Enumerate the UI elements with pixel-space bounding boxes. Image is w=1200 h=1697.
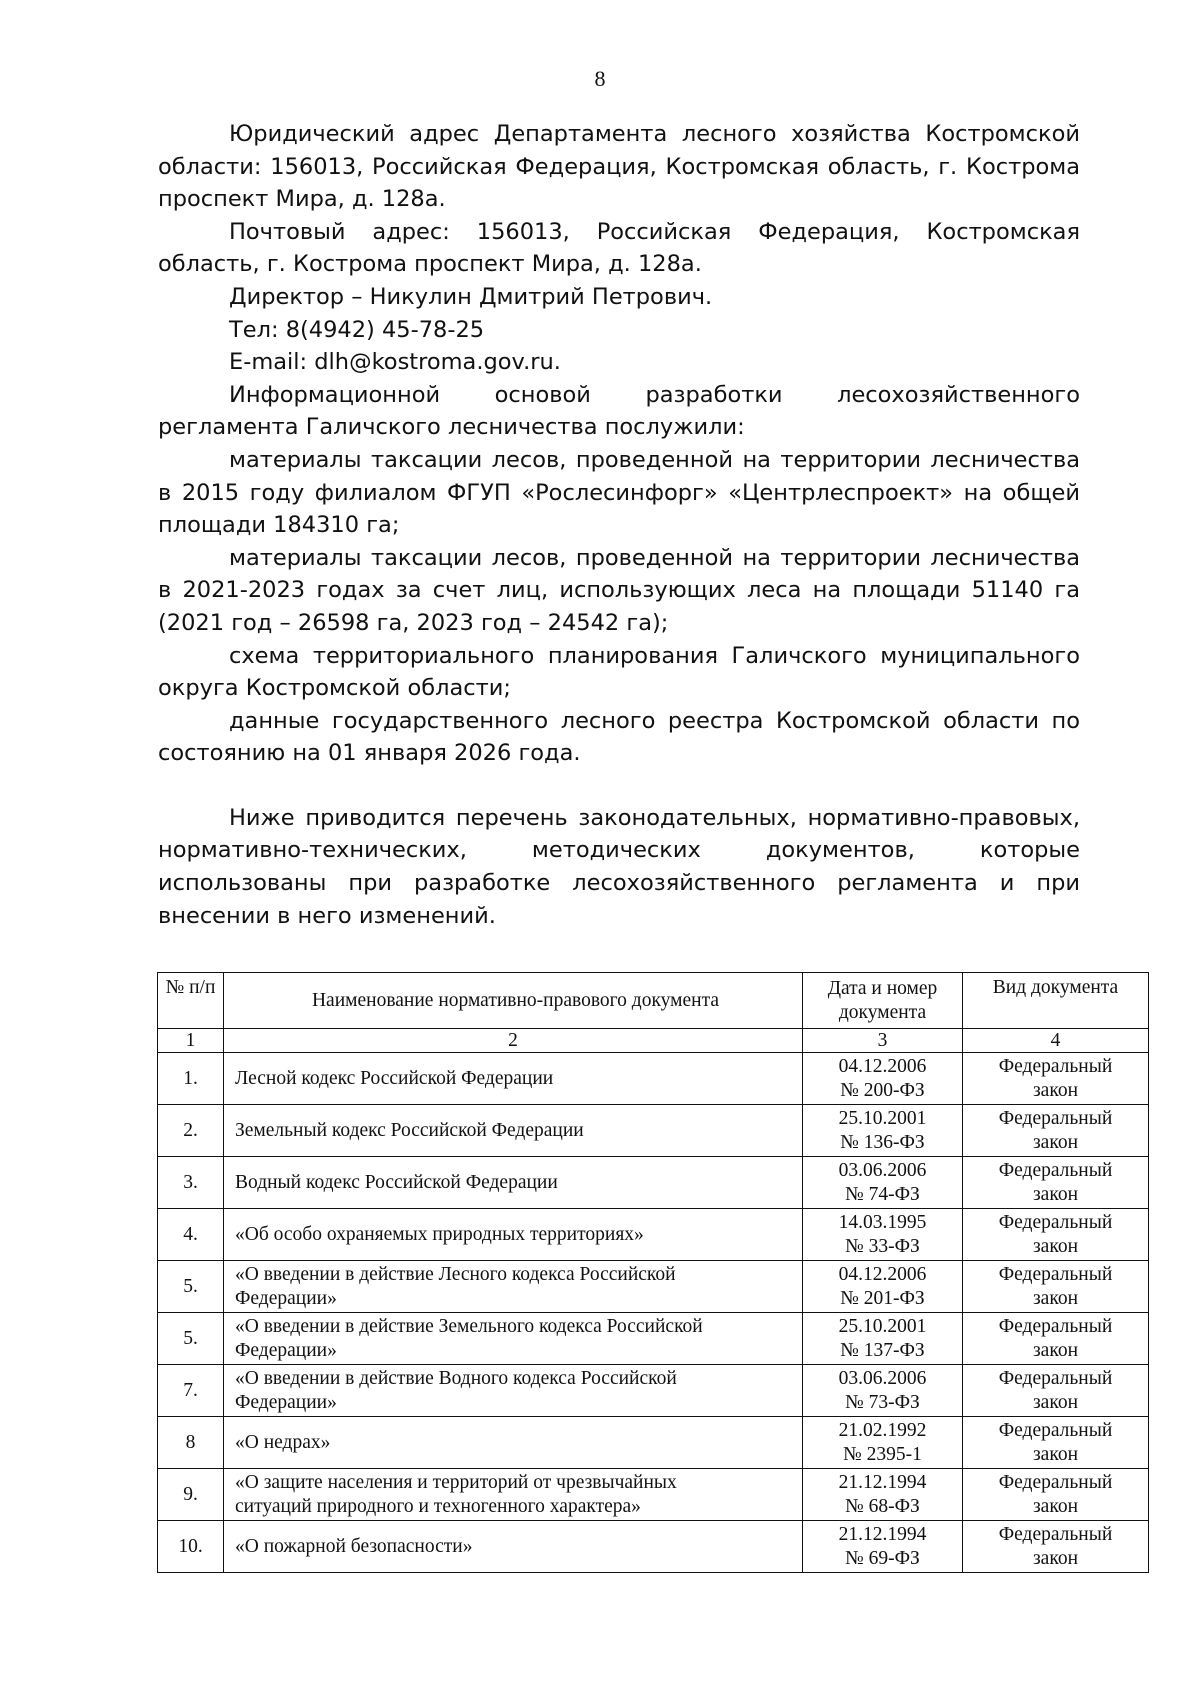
table-row <box>158 1521 1149 1573</box>
document-kind-line: Федеральный <box>998 1055 1113 1077</box>
row-number <box>158 1157 224 1209</box>
row-number <box>158 1469 224 1521</box>
document-date-number <box>803 1209 963 1261</box>
row-number <box>158 1261 224 1313</box>
column-number: 2 <box>224 1029 803 1053</box>
document-kind-line: закон <box>1032 1391 1079 1413</box>
document-kind <box>963 1521 1149 1573</box>
document-kind-line: закон <box>1032 1339 1079 1361</box>
document-kind <box>963 1157 1149 1209</box>
document-name-line: «О защите населения и территорий от чрезвычайных <box>235 1471 677 1493</box>
document-name <box>224 1417 803 1469</box>
header-date-line1: Дата и номер <box>827 977 938 999</box>
document-kind <box>963 1261 1149 1313</box>
document-name <box>224 1469 803 1521</box>
row-number-line: 7. <box>183 1379 198 1401</box>
document-name <box>224 1053 803 1105</box>
document-date-number-line: 21.12.1994 <box>838 1471 927 1493</box>
document-kind-line: закон <box>1032 1235 1079 1257</box>
document-date-number <box>803 1053 963 1105</box>
table-column-numbers-row <box>158 1029 1149 1053</box>
column-number: 1 <box>158 1029 224 1053</box>
document-name-line: Федерации» <box>235 1339 337 1361</box>
document-kind-line: Федеральный <box>998 1211 1113 1233</box>
document-name <box>224 1105 803 1157</box>
document-date-number <box>803 1469 963 1521</box>
body-text <box>158 118 1080 932</box>
document-date-number <box>803 1105 963 1157</box>
document-date-number <box>803 1521 963 1573</box>
document-kind-line: закон <box>1032 1079 1079 1101</box>
document-date-number-line: 21.02.1992 <box>838 1419 927 1441</box>
document-name-line: «О пожарной безопасности» <box>235 1535 473 1557</box>
row-number-line: 4. <box>183 1223 198 1245</box>
paragraph-director: Директор – Никулин Дмитрий Петрович. <box>229 283 713 310</box>
document-name-line: «О введении в действие Водного кодекса Российской <box>235 1367 677 1389</box>
table-row <box>158 1209 1149 1261</box>
table-row <box>158 1157 1149 1209</box>
document-kind-line: Федеральный <box>998 1523 1113 1545</box>
header-num: № п/п <box>158 973 224 1029</box>
document-date-number-line: № 2395-1 <box>843 1443 922 1465</box>
header-name: Наименование нормативно-правового документа <box>224 973 803 1029</box>
row-number-line: 9. <box>183 1483 198 1505</box>
paragraph-taxation-2015: материалы таксации лесов, проведенной на территории лесничества в 2015 году филиалом ФГУП «Рослесинфорг» «Центрлеспроект» на общей площади 184310 га; <box>158 446 1080 539</box>
document-name-line: Водный кодекс Российской Федерации <box>235 1171 558 1193</box>
row-number <box>158 1105 224 1157</box>
paragraph-phone: Тел: 8(4942) 45-78-25 <box>229 316 485 343</box>
row-number <box>158 1053 224 1105</box>
document-date-number <box>803 1261 963 1313</box>
row-number <box>158 1417 224 1469</box>
paragraph-planning-scheme: схема территориального планирования Галичского муниципального округа Костромской области; <box>158 642 1080 702</box>
document-kind-line: Федеральный <box>998 1367 1113 1389</box>
document-date-number-line: 04.12.2006 <box>838 1263 927 1285</box>
table-row <box>158 1313 1149 1365</box>
document-date-number-line: 03.06.2006 <box>838 1159 927 1181</box>
header-date <box>803 973 963 1029</box>
page-number: 8 <box>594 66 606 91</box>
row-number <box>158 1521 224 1573</box>
row-number-line: 5. <box>183 1275 198 1297</box>
document-date-number <box>803 1157 963 1209</box>
document-name-line: ситуаций природного и техногенного характера» <box>235 1495 641 1517</box>
document-kind-line: закон <box>1032 1443 1079 1465</box>
document-kind-line: Федеральный <box>998 1159 1113 1181</box>
document-date-number-line: 21.12.1994 <box>838 1523 927 1545</box>
document-date-number-line: 25.10.2001 <box>838 1107 927 1129</box>
table-row <box>158 1261 1149 1313</box>
document-kind <box>963 1365 1149 1417</box>
document-date-number <box>803 1365 963 1417</box>
paragraph-intro-list: Ниже приводится перечень законодательных, нормативно-правовых, нормативно-технических, методических документов, которые использованы при разработке лесохозяйственного регламента и при внесении в него изменений. <box>158 804 1080 929</box>
paragraph-taxation-2021: материалы таксации лесов, проведенной на территории лесничества в 2021-2023 годах за счет лиц, использующих леса на площади 51140 га (2021 год – 26598 га, 2023 год – 24542 га); <box>158 544 1080 636</box>
document-date-number-line: № 137-ФЗ <box>840 1339 925 1361</box>
paragraph-postal-address: Почтовый адрес: 156013, Российская Федерация, Костромская область, г. Кострома проспект Мира, д. 128а. <box>158 218 1080 278</box>
header-kind: Вид документа <box>963 973 1149 1029</box>
document-kind <box>963 1209 1149 1261</box>
document-date-number <box>803 1417 963 1469</box>
document-kind <box>963 1469 1149 1521</box>
row-number-line: 3. <box>183 1171 198 1193</box>
document-name-line: Лесной кодекс Российской Федерации <box>235 1067 554 1089</box>
document-date-number-line: № 136-ФЗ <box>840 1131 925 1153</box>
row-number <box>158 1313 224 1365</box>
row-number-line: 8 <box>185 1431 196 1453</box>
row-number-line: 5. <box>183 1327 198 1349</box>
row-number <box>158 1209 224 1261</box>
document-date-number-line: № 200-ФЗ <box>840 1079 925 1101</box>
document-date-number-line: № 74-ФЗ <box>845 1183 920 1205</box>
document-name-line: Федерации» <box>235 1287 337 1309</box>
document-kind <box>963 1105 1149 1157</box>
document-kind <box>963 1313 1149 1365</box>
row-number-line: 1. <box>183 1067 198 1089</box>
paragraph-email: E-mail: dlh@kostroma.gov.ru. <box>229 349 561 376</box>
table-row <box>158 1365 1149 1417</box>
document-name <box>224 1157 803 1209</box>
table-row <box>158 1417 1149 1469</box>
document-name-line: «О недрах» <box>235 1431 331 1453</box>
document-kind-line: закон <box>1032 1131 1079 1153</box>
document-name-line: Земельный кодекс Российской Федерации <box>235 1119 584 1141</box>
table-row <box>158 1469 1149 1521</box>
document-date-number-line: № 69-ФЗ <box>845 1547 920 1569</box>
document-date-number-line: № 201-ФЗ <box>840 1287 925 1309</box>
paragraph-forest-registry: данные государственного лесного реестра Костромской области по состоянию на 01 января 2026 года. <box>158 707 1080 767</box>
table-header-row <box>158 973 1149 1029</box>
document-name <box>224 1313 803 1365</box>
document-kind-line: Федеральный <box>998 1315 1113 1337</box>
document-name-line: Федерации» <box>235 1391 337 1413</box>
document-kind-line: закон <box>1032 1287 1079 1309</box>
paragraph-info-basis: Информационной основой разработки лесохозяйственного регламента Галичского лесничества послужили: <box>158 381 1080 441</box>
table-row <box>158 1053 1149 1105</box>
document-name-line: «Об особо охраняемых природных территориях» <box>235 1223 644 1245</box>
document-date-number-line: 03.06.2006 <box>838 1367 927 1389</box>
document-date-number-line: 14.03.1995 <box>838 1211 927 1233</box>
document-kind-line: Федеральный <box>998 1263 1113 1285</box>
document-name <box>224 1365 803 1417</box>
document-name <box>224 1209 803 1261</box>
column-number: 3 <box>803 1029 963 1053</box>
document-kind-line: Федеральный <box>998 1107 1113 1129</box>
document-kind <box>963 1417 1149 1469</box>
document-date-number-line: 25.10.2001 <box>838 1315 927 1337</box>
document-kind-line: закон <box>1032 1547 1079 1569</box>
header-date-line2: документа <box>838 1001 927 1023</box>
document-kind-line: закон <box>1032 1495 1079 1517</box>
document-kind-line: Федеральный <box>998 1471 1113 1493</box>
document-name-line: «О введении в действие Земельного кодекса Российской <box>235 1315 703 1337</box>
row-number <box>158 1365 224 1417</box>
table-body <box>158 1053 1149 1573</box>
paragraph-legal-address: Юридический адрес Департамента лесного хозяйства Костромской области: 156013, Российская Федерация, Костромская область, г. Кострома проспект Мира, д. 128а. <box>158 121 1080 213</box>
documents-table <box>157 972 1149 1573</box>
document-name-line: «О введении в действие Лесного кодекса Российской <box>235 1263 676 1285</box>
table-row <box>158 1105 1149 1157</box>
document-name <box>224 1521 803 1573</box>
row-number-line: 10. <box>178 1535 203 1557</box>
document-date-number-line: 04.12.2006 <box>838 1055 927 1077</box>
document-date-number-line: № 68-ФЗ <box>845 1495 920 1517</box>
document-name <box>224 1261 803 1313</box>
column-number: 4 <box>963 1029 1149 1053</box>
row-number-line: 2. <box>183 1119 198 1141</box>
document-kind <box>963 1053 1149 1105</box>
document-date-number <box>803 1313 963 1365</box>
document-date-number-line: № 33-ФЗ <box>845 1235 920 1257</box>
document-kind-line: закон <box>1032 1183 1079 1205</box>
document-kind-line: Федеральный <box>998 1419 1113 1441</box>
document-date-number-line: № 73-ФЗ <box>845 1391 920 1413</box>
